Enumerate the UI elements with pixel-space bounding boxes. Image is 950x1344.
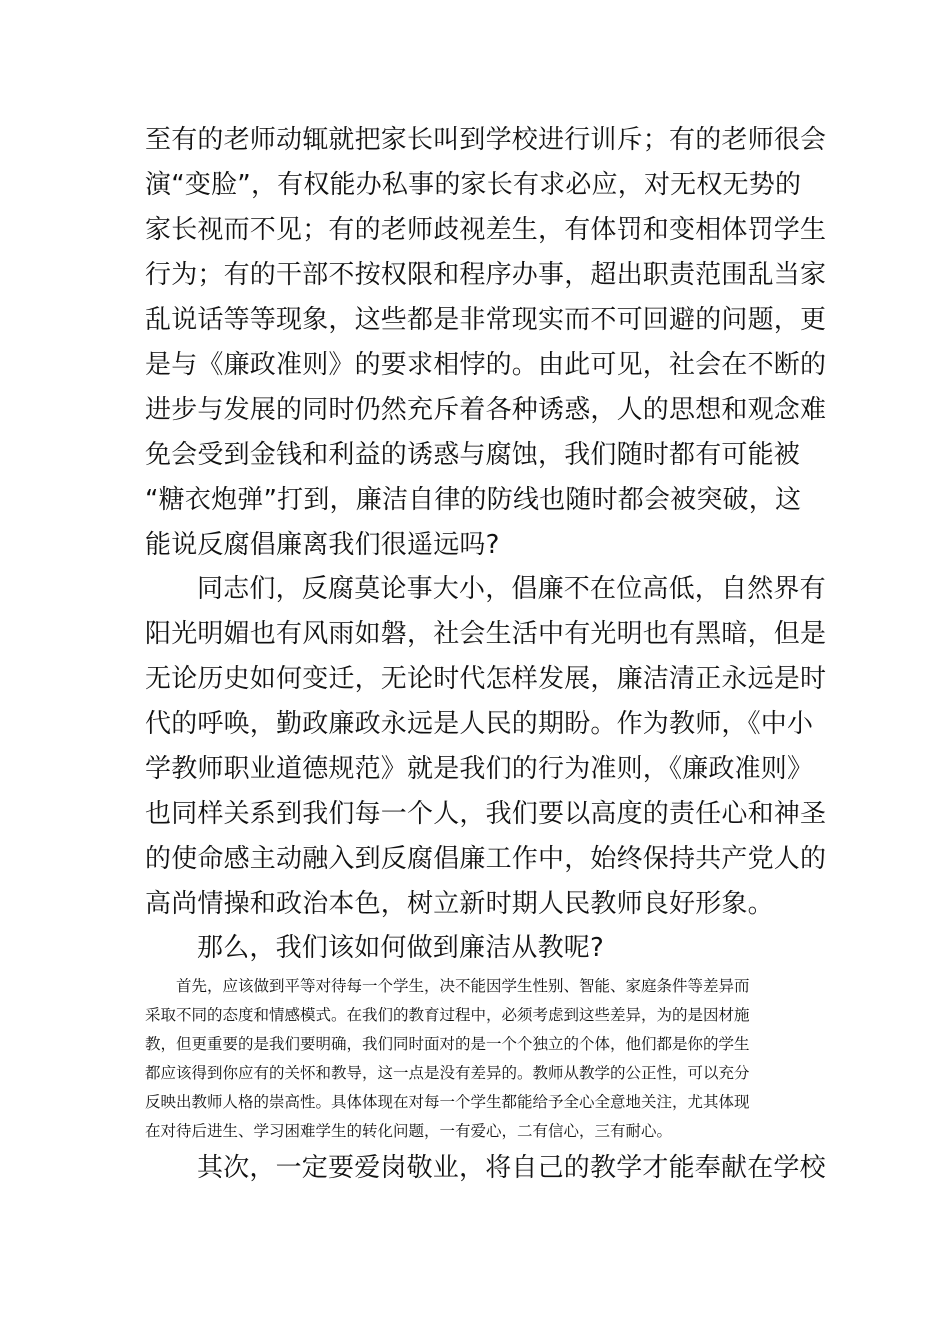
small-paragraph-line: 在对待后进生、学习困难学生的转化问题，一有爱心，二有信心，三有耐心。 bbox=[145, 1122, 673, 1140]
paragraph-line: 的使命感主动融入到反腐倡廉工作中，始终保持共产党人的 bbox=[145, 844, 827, 874]
paragraph-line: “糖衣炮弹”打到，廉洁自律的防线也随时都会被突破，这 bbox=[145, 485, 802, 515]
small-paragraph-line: 反映出教师人格的崇高性。具体体现在对每一个学生都能给予全心全意地关注，尤其体现 bbox=[145, 1093, 750, 1111]
paragraph-line: 无论历史如何变迁，无论时代怎样发展，廉洁清正永远是时 bbox=[145, 664, 827, 694]
paragraph-line: 能说反腐倡廉离我们很遥远吗? bbox=[145, 530, 500, 560]
paragraph-line: 家长视而不见；有的老师歧视差生，有体罚和变相体罚学生 bbox=[145, 215, 827, 245]
paragraph-line: 代的呼唤，勤政廉政永远是人民的期盼。作为教师，《中小 bbox=[145, 709, 814, 739]
paragraph-line: 同志们，反腐莫论事大小，倡廉不在位高低，自然界有 bbox=[197, 574, 826, 604]
small-paragraph-line: 首先，应该做到平等对待每一个学生，决不能因学生性别、智能、家庭条件等差异而 bbox=[176, 977, 750, 995]
paragraph-line: 也同样关系到我们每一个人，我们要以高度的责任心和神圣 bbox=[145, 799, 827, 829]
paragraph-line: 乱说话等等现象，这些都是非常现实而不可回避的问题，更 bbox=[145, 305, 827, 335]
paragraph-line: 学教师职业道德规范》就是我们的行为准则，《廉政准则》 bbox=[145, 754, 814, 784]
small-paragraph-line: 教，但更重要的是我们要明确，我们同时面对的是一个个独立的个体，他们都是你的学生 bbox=[145, 1035, 750, 1053]
paragraph-line: 阳光明媚也有风雨如磐，社会生活中有光明也有黑暗，但是 bbox=[145, 619, 827, 649]
paragraph-line: 演“变脸”，有权能办私事的家长有求必应，对无权无势的 bbox=[145, 170, 802, 200]
paragraph-line: 进步与发展的同时仍然充斥着各种诱惑，人的思想和观念难 bbox=[145, 395, 827, 425]
paragraph-line: 至有的老师动辄就把家长叫到学校进行训斥；有的老师很会 bbox=[145, 125, 827, 155]
small-paragraph-line: 采取不同的态度和情感模式。在我们的教育过程中，必须考虑到这些差异，为的是因材施 bbox=[145, 1006, 750, 1024]
paragraph-line: 是与《廉政准则》的要求相悖的。由此可见，社会在不断的 bbox=[145, 350, 827, 380]
paragraph-line: 免会受到金钱和利益的诱惑与腐蚀，我们随时都有可能被 bbox=[145, 440, 801, 470]
section-question-line: 那么，我们该如何做到廉洁从教呢? bbox=[197, 933, 605, 963]
small-paragraph-line: 都应该得到你应有的关怀和教导，这一点是没有差异的。教师从教学的公正性，可以充分 bbox=[145, 1064, 750, 1082]
paragraph-line: 行为；有的干部不按权限和程序办事，超出职责范围乱当家 bbox=[145, 260, 827, 290]
paragraph-line: 高尚情操和政治本色，树立新时期人民教师良好形象。 bbox=[145, 889, 774, 919]
paragraph-line: 其次，一定要爱岗敬业，将自己的教学才能奉献在学校 bbox=[197, 1153, 826, 1183]
